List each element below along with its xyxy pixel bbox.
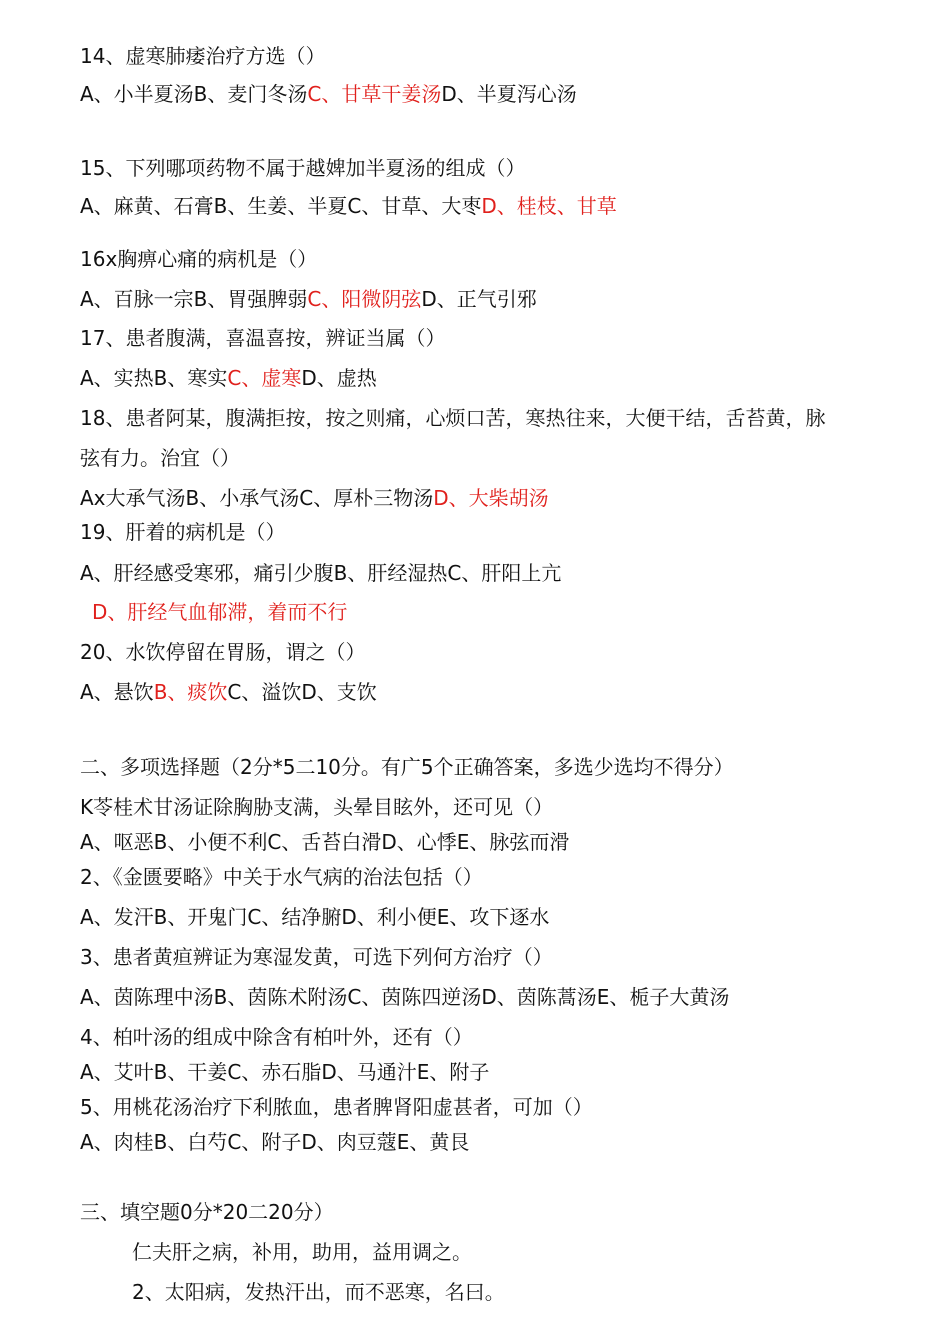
line-text: 19、肝着的病机是（） xyxy=(80,520,286,544)
line-text: A、茵陈理中汤B、茵陈术附汤C、茵陈四逆汤D、茵陈蒿汤E、栀子大黄汤 xyxy=(80,985,730,1009)
line-text: 17、患者腹满，喜温喜按，辨证当属（） xyxy=(80,326,446,350)
multi-question-5-options xyxy=(80,1129,910,1155)
multi-question-2 xyxy=(80,864,910,890)
multi-question-1 xyxy=(80,794,910,820)
question-14-options xyxy=(80,81,910,107)
question-19-option-d xyxy=(92,599,910,625)
multi-question-2-options xyxy=(80,904,910,930)
line-text: 仁夫肝之病，补用，助用，益用调之。 xyxy=(132,1240,472,1264)
line-text: A、实热B、寒实 xyxy=(80,366,228,390)
multi-question-4-options xyxy=(80,1059,910,1085)
line-text: D、虚热 xyxy=(301,366,377,390)
line-text: A、发汗B、开鬼门C、结净腑D、利小便E、攻下逐水 xyxy=(80,905,550,929)
question-19-options xyxy=(80,560,910,586)
line-text: D、半夏泻心汤 xyxy=(441,82,577,106)
line-text: A、呕恶B、小便不利C、舌苔白滑D、心悸E、脉弦而滑 xyxy=(80,830,570,854)
question-17 xyxy=(80,325,910,351)
line-text: D、正气引邪 xyxy=(421,287,537,311)
answer-text: D、肝经气血郁滞，着而不行 xyxy=(92,600,348,624)
question-19 xyxy=(80,519,910,545)
multi-question-5 xyxy=(80,1094,910,1120)
line-text: C、溢饮D、支饮 xyxy=(227,680,377,704)
line-text: A、小半夏汤B、麦门冬汤 xyxy=(80,82,308,106)
line-text: 16x胸痹心痛的病机是（） xyxy=(80,247,318,271)
question-18 xyxy=(80,405,910,431)
question-15 xyxy=(80,155,910,181)
line-text: 2、《金匮要略》中关于水气病的治法包括（） xyxy=(80,865,483,889)
line-text: 4、柏叶汤的组成中除含有柏叶外，还有（） xyxy=(80,1025,473,1049)
line-text: 2、太阳病，发热汗出，而不恶寒，名曰。 xyxy=(132,1280,505,1304)
question-17-options xyxy=(80,365,910,391)
line-text: 18、患者阿某，腹满拒按，按之则痛，心烦口苦，寒热往来，大便干结，舌苔黄，脉 xyxy=(80,406,826,430)
answer-text: B、痰饮 xyxy=(153,680,228,704)
question-20 xyxy=(80,639,910,665)
multi-question-3-options xyxy=(80,984,910,1010)
question-14 xyxy=(80,43,910,69)
question-16-options xyxy=(80,286,910,312)
answer-text: D、大柴胡汤 xyxy=(433,486,549,510)
multi-question-4 xyxy=(80,1024,910,1050)
line-text: A、肝经感受寒邪，痛引少腹B、肝经湿热C、肝阳上亢 xyxy=(80,561,562,585)
answer-text: C、阳微阴弦 xyxy=(307,287,422,311)
answer-text: C、虚寒 xyxy=(227,366,302,390)
question-16 xyxy=(80,246,910,272)
line-text: A、悬饮 xyxy=(80,680,154,704)
section-3-heading xyxy=(80,1199,910,1225)
question-15-options xyxy=(80,193,910,219)
line-text: Ax大承气汤B、小承气汤C、厚朴三物汤 xyxy=(80,486,434,510)
line-text: 14、虚寒肺痿治疗方选（） xyxy=(80,44,326,68)
line-text: 20、水饮停留在胃肠，谓之（） xyxy=(80,640,366,664)
section-2-heading xyxy=(80,754,910,780)
line-text: A、百脉一宗B、胃强脾弱 xyxy=(80,287,308,311)
line-text: A、艾叶B、干姜C、赤石脂D、马通汁E、附子 xyxy=(80,1060,490,1084)
question-18-continued xyxy=(80,445,910,471)
line-text: 3、患者黄疸辨证为寒湿发黄，可选下列何方治疗（） xyxy=(80,945,553,969)
multi-question-3 xyxy=(80,944,910,970)
line-text: A、肉桂B、白芍C、附子D、肉豆蔻E、黄艮 xyxy=(80,1130,470,1154)
line-text: 弦有力。治宜（） xyxy=(80,446,240,470)
line-text: 15、下列哪项药物不属于越婢加半夏汤的组成（） xyxy=(80,156,526,180)
multi-question-1-options xyxy=(80,829,910,855)
fill-question-2 xyxy=(132,1279,910,1305)
line-text: 二、多项选择题（2分*5二10分。有广5个正确答案，多选少选均不得分） xyxy=(80,755,734,779)
answer-text: D、桂枝、甘草 xyxy=(481,194,617,218)
line-text: 三、填空题0分*20二20分） xyxy=(80,1200,334,1224)
question-18-options xyxy=(80,485,910,511)
question-20-options xyxy=(80,679,910,705)
line-text: A、麻黄、石膏B、生姜、半夏C、甘草、大枣 xyxy=(80,194,482,218)
line-text: K苓桂术甘汤证除胸胁支满，头晕目眩外，还可见（） xyxy=(80,795,554,819)
fill-question-1 xyxy=(132,1239,910,1265)
answer-text: C、甘草干姜汤 xyxy=(307,82,442,106)
line-text: 5、用桃花汤治疗下利脓血，患者脾肾阳虚甚者，可加（） xyxy=(80,1095,593,1119)
